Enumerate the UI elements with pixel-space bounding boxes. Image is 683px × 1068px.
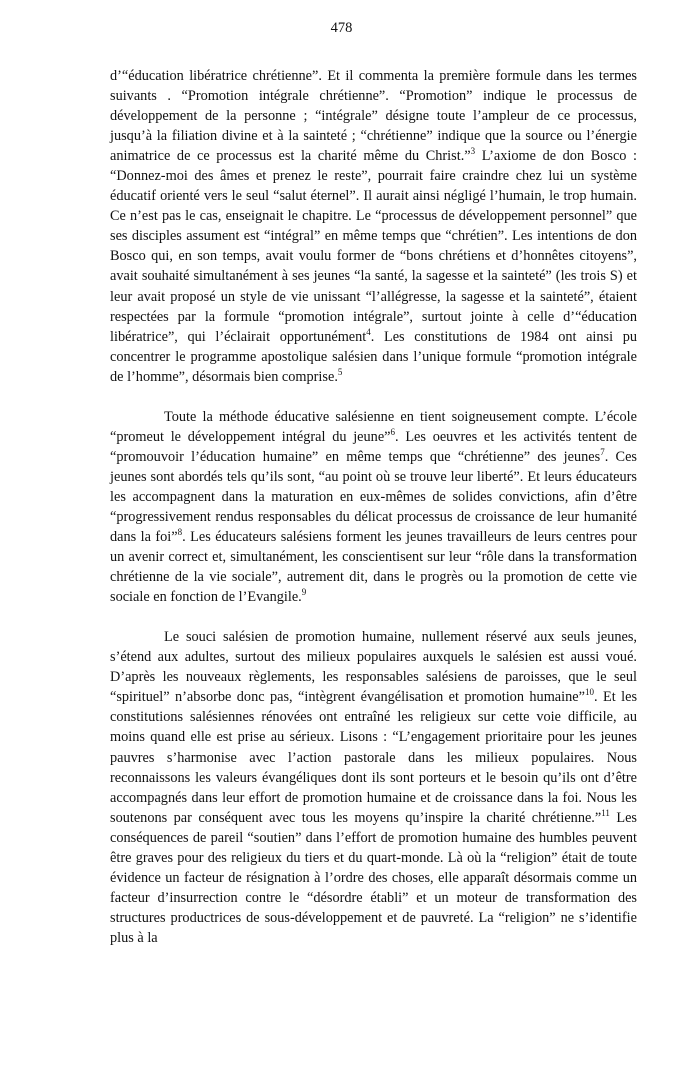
paragraph-3	[110, 627, 637, 948]
footnote-marker: 4	[366, 326, 371, 337]
text-run: . Les constitutions de 1984 ont ainsi pu concentrer le programme apostolique salésien dans l’unique formule “promotion intégrale de l’homme”, désormais bien comprise.	[110, 328, 637, 385]
text-run: . Les éducateurs salésiens forment les jeunes travailleurs de leurs centres pour un avenir correct et, simultanément, les conscientisent sur leur “rôle dans la transformation chrétienne de la vie sociale”, autrement dit, dans le progrès ou la promotion de cette vie sociale en fonction de l’Evangile.	[110, 529, 637, 606]
text-run: . Les oeuvres et les activités tentent de “promouvoir l’éducation humaine” en même temps que “chrétienne” des jeunes	[110, 428, 637, 465]
text-run: . Ces jeunes sont abordés tels qu’ils sont, “au point où se trouve leur liberté”. Et leurs éducateurs les accompagnent dans la maturation en eux-mêmes de solides convictions, afin d’être “progressivement rendus responsables du délicat processus de croissance de leur humanité dans la foi”	[110, 448, 637, 546]
text-run: L’axiome de don Bosco : “Donnez-moi des âmes et prenez le reste”, pourrait faire craindre chez lui un système éducatif orienté vers le seul “salut éternel”. Il aurait ainsi négligé l’humain, le trop humain. Ce n’est pas le cas, enseignait le chapitre. Le “processus de développement personnel” que ses disciples assument est “intégral” en même temps que “chrétien”. Les intentions de don Bosco qui, en son temps, avait voulu former de “bons chrétiens et d’honnêtes citoyens”, avait souhaité simultanément à ses jeunes “la santé, la sagesse et la sainteté” (les trois S) et leur avait proposé un style de vie unissant “l’allégresse, la sagesse et la sainteté”, étaient respectées par la formule “promotion intégrale”, surtout jointe à celle d’“éducation libératrice”, qui l’éclairait opportunément	[110, 148, 637, 345]
footnote-marker: 7	[600, 447, 605, 458]
text-run: Toute la méthode éducative salésienne en tient soigneusement compte. L’école “promeut le développement intégral du jeune”	[110, 408, 637, 445]
footnote-marker: 6	[390, 427, 396, 438]
paragraph-2	[110, 407, 637, 607]
footnote-marker: 8	[177, 527, 183, 538]
paragraph-1	[110, 66, 637, 387]
text-run: Le souci salésien de promotion humaine, nullement réservé aux seuls jeunes, s’étend aux adultes, surtout des milieux populaires auxquels le salésien est aussi voué. D’après les nouveaux règlements, les responsables salésiens de paroisses, que le seul “spirituel” n’absorbe donc pas, “intègrent évangélisation et promotion humaine”	[110, 629, 637, 706]
text-run: Les conséquences de pareil “soutien” dans l’effort de promotion humaine des humbles peuvent être graves pour des religieux du tiers et du quart-monde. Là où la “religion” était de toute évidence un facteur de résignation à l’ordre des choses, elle apparaît désormais comme un facteur d’insurrection contre le “désordre établi” et un moteur de transformation des structures productrices de sous-développement et de pauvreté. La “religion” ne s’identifie plus à la	[110, 809, 637, 946]
footnote-marker: 3	[470, 146, 476, 157]
page-number: 478	[330, 20, 353, 36]
body-text	[110, 66, 637, 948]
footnote-marker: 11	[601, 807, 610, 818]
footnote-marker: 5	[337, 366, 343, 377]
text-run: . Et les constitutions salésiennes rénovées ont entraîné les religieux sur cette voie difficile, au moins quand elle est prise au sérieux. Lisons : “L’engagement prioritaire pour les jeunes pauvres s’harmonise avec l’action pastorale dans les milieux populaires. Nous reconnaissons les valeurs évangéliques dont ils sont porteurs et le besoin qu’ils ont d’être accompagnés dans leur effort de promotion humaine et de croissance dans la foi. Nous les soutenons par conséquent avec tous les moyens qu’inspire la charité chrétienne.”	[110, 689, 638, 826]
text-run: d’“éducation libératrice chrétienne”. Et il commenta la première formule dans les termes suivants . “Promotion intégrale chrétienne”. “Promotion” indique le processus de développement de la personne ; “intégrale” désigne toute l’ampleur de ce processus, jusqu’à la filiation divine et à la sainteté ; “chrétienne” indique que la source ou l’énergie animatrice de ce processus est la charité même du Christ.”	[110, 68, 637, 165]
footnote-marker: 9	[301, 587, 307, 598]
footnote-marker: 10	[584, 687, 594, 698]
